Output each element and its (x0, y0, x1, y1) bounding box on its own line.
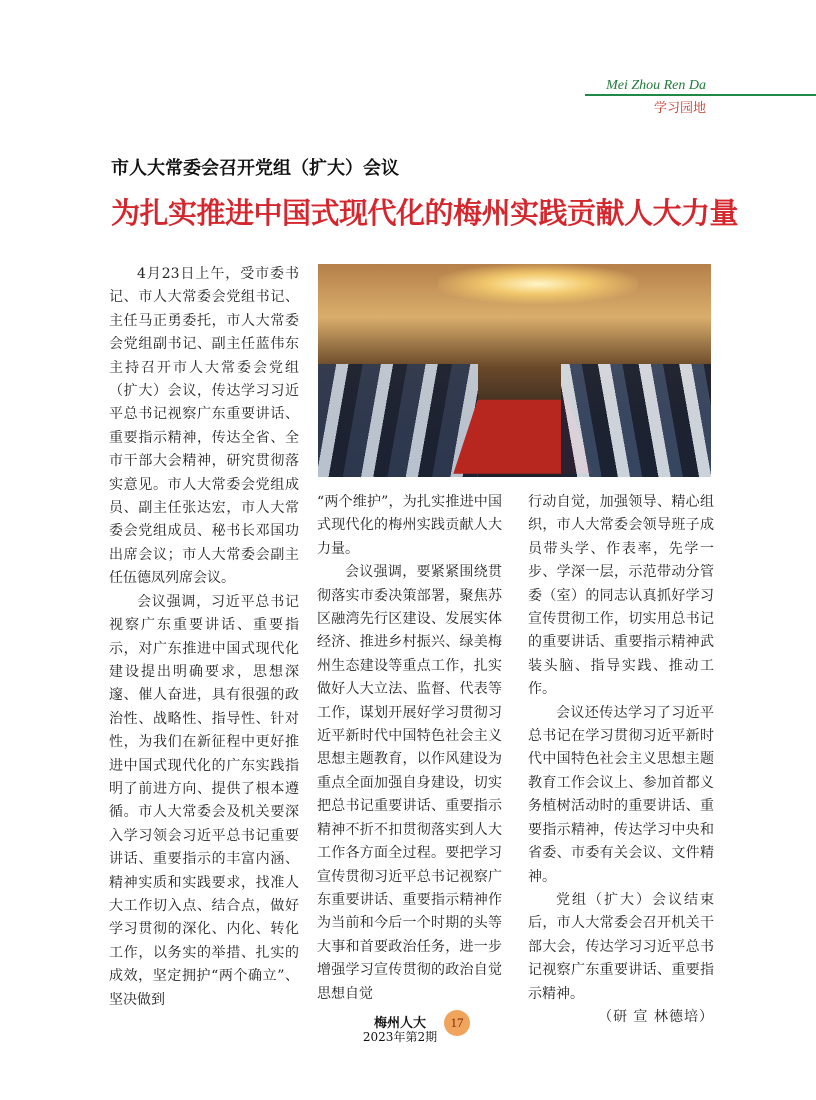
paragraph: 党组（扩大）会议结束后，市人大常委会召开机关干部大会，传达学习习近平总书记视察广东重要讲话、重要指示精神。 (528, 891, 714, 1002)
meeting-photo (318, 264, 711, 477)
footer-magazine-name: 梅州人大 (373, 1016, 426, 1031)
text-column-2 (317, 491, 502, 1006)
paragraph: 4月23日上午，受市委书记、市人大常委会党组书记、主任马正勇委托，市人大常委会党组副书记、副主任蓝伟东主持召开市人大常委会党组（扩大）会议，传达学习习近平总书记视察广东重要讲话、重要指示精神，传达全省、全市干部大会精神，研究贯彻落实意见。市人大常委会党组成员、副主任张达宏，市人大常委会党组成员、秘书长邓国功出席会议；市人大常委会副主任伍德凤列席会议。 (109, 266, 299, 587)
magazine-brand: Mei Zhou Ren Da (606, 78, 706, 93)
ceiling-lights (438, 264, 638, 304)
footer-issue: 2023年第2期 (362, 1030, 438, 1044)
paragraph: 会议强调，习近平总书记视察广东重要讲话、重要指示，对广东推进中国式现代化建设提出明确要求，思想深邃、催人奋进，具有很强的政治性、战略性、指导性、针对性，为我们在新征程中更好推进中国式现代化的广东实践指明了前进方向、提供了根本遵循。市人大常委会及机关要深入学习领会习近平总书记重要讲话、重要指示的丰富内涵、精神实质和实践要求，找准人大工作切入点、结合点，做好学习贯彻的深化、内化、转化工作，以务实的举措、扎实的成效，坚定拥护“两个确立”、坚决做到 (109, 593, 299, 1008)
page-number-badge: 17 (444, 1010, 470, 1036)
paragraph: 行动自觉，加强领导、精心组织，市人大常委会领导班子成员带头学、作表率，先学一步、学深一层，示范带动分管委（室）的同志认真抓好学习宣传贯彻工作，切实用总书记的重要讲话、重要指示精神武装头脑、指导实践、推动工作。 (528, 494, 714, 698)
paragraph: 会议还传达学习了习近平总书记在学习贯彻习近平新时代中国特色社会主义思想主题教育工作会议上、参加首都义务植树活动时的重要讲话、重要指示精神，传达学习中央和省委、市委有关会议、文件精神。 (528, 704, 714, 885)
paragraph: “两个维护”，为扎实推进中国式现代化的梅州实践贡献人大力量。 (317, 494, 502, 557)
header-divider (585, 94, 816, 96)
byline: （研 宣 林德培） (598, 1008, 714, 1025)
article-kicker: 市人大常委会召开党组（扩大）会议 (111, 158, 399, 179)
text-column-3 (528, 491, 714, 1029)
section-label: 学习园地 (653, 101, 706, 116)
article-headline: 为扎实推进中国式现代化的梅州实践贡献人大力量 (111, 196, 739, 230)
attendees-left (318, 364, 478, 477)
text-column-1 (109, 263, 299, 1012)
paragraph: 会议强调，要紧紧围绕贯彻落实市委决策部署，聚焦苏区融湾先行区建设、发展实体经济、推进乡村振兴、绿美梅州生态建设等重点工作，扎实做好人大立法、监督、代表等工作，谋划开展好学习贯彻习近平新时代中国特色社会主义思想主题教育，以作风建设为重点全面加强自身建设，切实把总书记重要讲话、重要指示精神不折不扣贯彻落实到人大工作各方面全过程。要把学习宣传贯彻习近平总书记视察广东重要讲话、重要指示精神作为当前和今后一个时期的头等大事和首要政治任务，进一步增强学习宣传贯彻的政治自觉思想自觉 (317, 564, 502, 1002)
attendees-right (561, 364, 711, 477)
